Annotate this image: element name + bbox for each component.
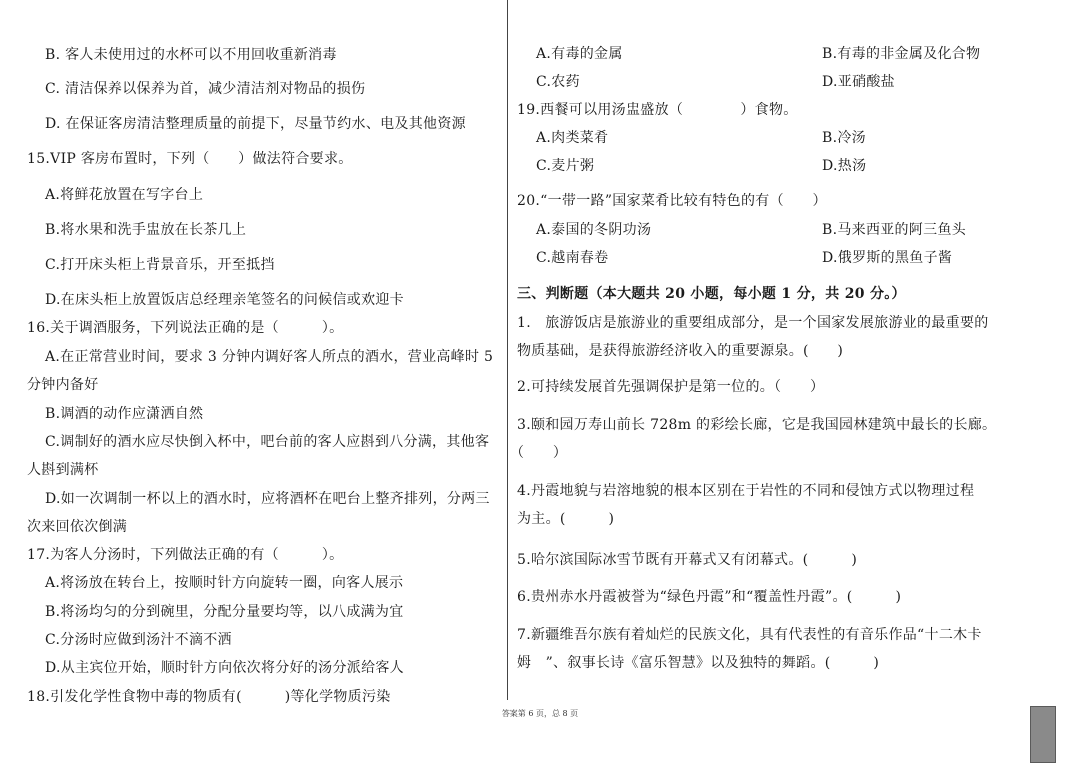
option-20d: D.俄罗斯的黑鱼子酱 [822, 250, 953, 266]
column-divider [507, 0, 508, 700]
question-18: 18.引发化学性食物中毒的物质有( )等化学物质污染 [27, 689, 391, 705]
option-20c: C.越南春卷 [536, 250, 609, 266]
question-15: 15.VIP 客房布置时，下列（ ）做法符合要求。 [27, 151, 353, 167]
option-20b: B.马来西亚的阿三鱼头 [822, 222, 967, 238]
option-15b: B.将水果和洗手盅放在长茶几上 [45, 222, 247, 238]
option-17c: C.分汤时应做到汤汁不滴不洒 [45, 632, 232, 648]
option-16c-cont: 人斟到满杯 [27, 462, 99, 478]
judge-2: 2.可持续发展首先强调保护是第一位的。（ ） [517, 379, 825, 395]
judge-6: 6.贵州赤水丹霞被誉为“绿色丹霞”和“覆盖性丹霞”。( ) [517, 589, 902, 605]
option-19d: D.热汤 [822, 158, 867, 174]
judge-1-cont: 物质基础，是获得旅游经济收入的重要源泉。( ) [517, 343, 844, 359]
question-17: 17.为客人分汤时，下列做法正确的有（ ）。 [27, 547, 344, 563]
option-19b: B.冷汤 [822, 130, 866, 146]
option-18c: C.农药 [536, 74, 580, 90]
option-15a: A.将鲜花放置在写字台上 [45, 187, 204, 203]
option-15d: D.在床头柜上放置饭店总经理亲笔签名的问候信或欢迎卡 [45, 292, 404, 308]
option-14b: B. 客人未使用过的水杯可以不用回收重新消毒 [45, 47, 337, 63]
option-15c: C.打开床头柜上背景音乐，开至抵挡 [45, 257, 275, 273]
page-footer: 答案第 6 页，总 8 页 [501, 709, 579, 718]
judge-3: 3.颐和园万寿山前长 728m 的彩绘长廊，它是我国园林建筑中最长的长廊。 [517, 417, 997, 433]
option-16c: C.调制好的酒水应尽快倒入杯中，吧台前的客人应斟到八分满，其他客 [45, 434, 490, 450]
option-19c: C.麦片粥 [536, 158, 595, 174]
scrollbar-thumb[interactable] [1030, 706, 1056, 763]
question-16: 16.关于调酒服务，下列说法正确的是（ ）。 [27, 320, 344, 336]
section-3-heading: 三、判断题（本大题共 20 小题，每小题 1 分，共 20 分。） [517, 286, 906, 302]
option-18b: B.有毒的非金属及化合物 [822, 46, 981, 62]
option-17b: B.将汤均匀的分到碗里，分配分量要均等，以八成满为宜 [45, 604, 404, 620]
option-16a: A.在正常营业时间，要求 3 分钟内调好客人所点的酒水，营业高峰时 5 [45, 349, 494, 365]
question-19: 19.西餐可以用汤盅盛放（ ）食物。 [517, 102, 798, 118]
option-17a: A.将汤放在转台上，按顺时针方向旋转一圈，向客人展示 [45, 575, 404, 591]
option-17d: D.从主宾位开始，顺时针方向依次将分好的汤分派给客人 [45, 660, 404, 676]
option-16d-cont: 次来回依次倒满 [27, 519, 128, 535]
judge-3-cont: （ ） [510, 445, 568, 461]
option-16b: B.调酒的动作应潇洒自然 [45, 406, 204, 422]
option-18a: A.有毒的金属 [536, 46, 623, 62]
option-18d: D.亚硝酸盐 [822, 74, 895, 90]
option-14c: C. 清洁保养以保养为首，减少清洁剂对物品的损伤 [45, 81, 366, 97]
question-20: 20.“一带一路”国家菜肴比较有特色的有（ ） [517, 193, 827, 209]
option-19a: A.肉类菜肴 [536, 130, 609, 146]
judge-4: 4.丹霞地貌与岩溶地貌的根本区别在于岩性的不同和侵蚀方式以物理过程 [517, 483, 975, 499]
judge-5: 5.哈尔滨国际冰雪节既有开幕式又有闭幕式。( ) [517, 552, 858, 568]
judge-4-cont: 为主。( ) [517, 511, 615, 527]
judge-7: 7.新疆维吾尔族有着灿烂的民族文化，具有代表性的有音乐作品“十二木卡 [517, 627, 982, 643]
option-16d: D.如一次调制一杯以上的酒水时，应将酒杯在吧台上整齐排列，分两三 [45, 491, 490, 507]
option-14d: D. 在保证客房清洁整理质量的前提下，尽量节约水、电及其他资源 [45, 116, 466, 132]
judge-7-cont: 姆 ”、叙事长诗《富乐智慧》以及独特的舞蹈。( ) [517, 655, 880, 671]
option-20a: A.泰国的冬阴功汤 [536, 222, 652, 238]
option-16a-cont: 分钟内备好 [27, 377, 99, 393]
judge-1: 1. 旅游饭店是旅游业的重要组成部分，是一个国家发展旅游业的最重要的 [517, 315, 989, 331]
